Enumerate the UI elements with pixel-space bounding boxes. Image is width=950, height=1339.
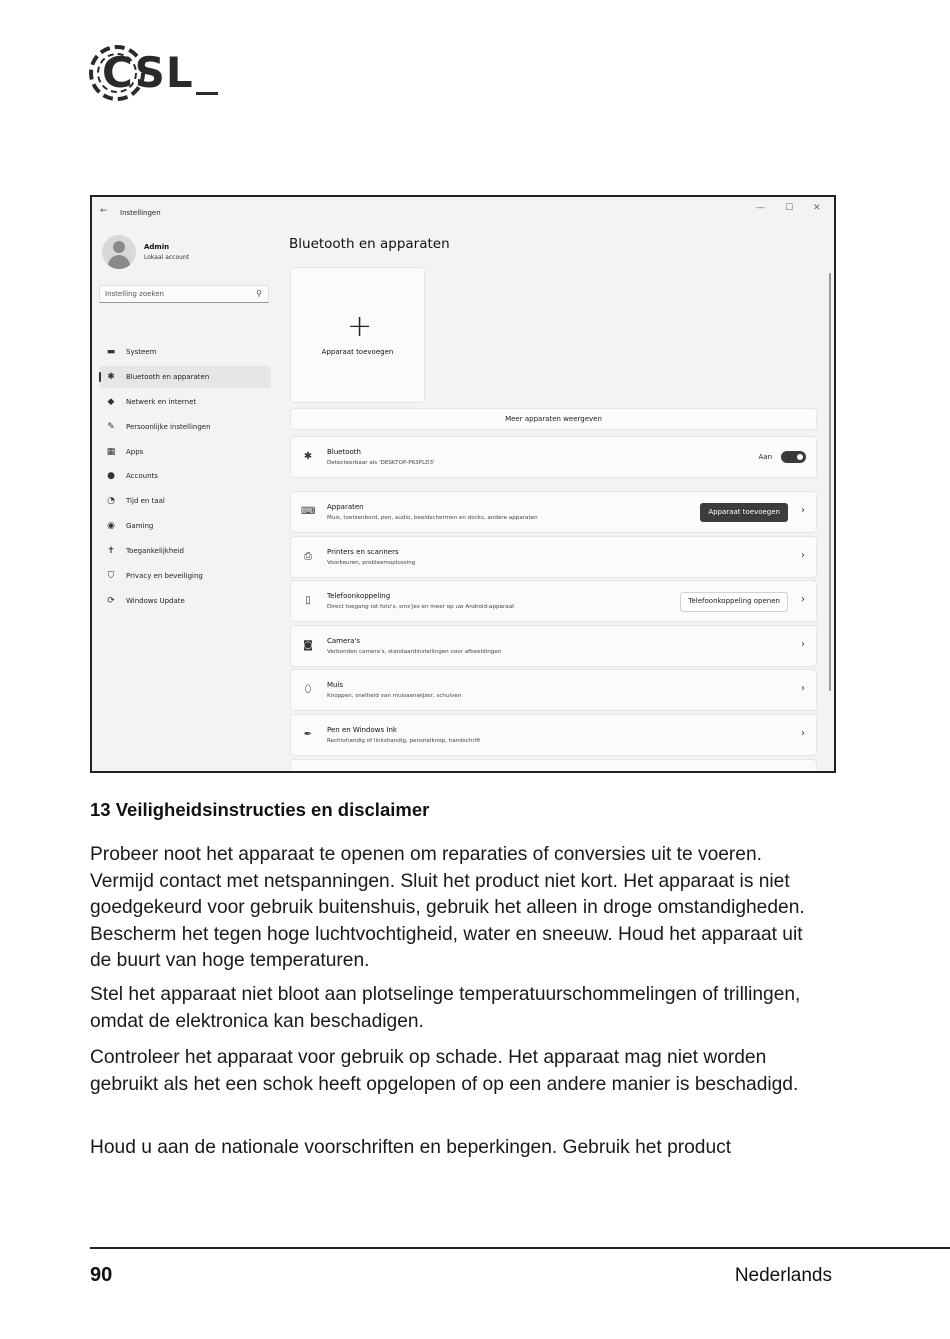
- sidebar-item-gaming[interactable]: [99, 515, 271, 537]
- sidebar-item-label: Bluetooth en apparaten: [126, 372, 210, 381]
- row-subtitle: Verbonden camera's, standaardinstellingen voor afbeeldingen: [327, 649, 502, 655]
- logo-underline: [196, 92, 218, 95]
- wifi-icon: ◆: [107, 396, 115, 407]
- bluetooth-row: [290, 436, 817, 478]
- settings-row-cameras[interactable]: [290, 625, 817, 667]
- language-label: Nederlands: [734, 1265, 832, 1286]
- row-subtitle: Muis, toetsenbord, pen, audio, beeldschermen en docks, andere apparaten: [327, 515, 538, 521]
- window-title: Instellingen: [120, 209, 161, 217]
- row-title: Apparaten: [327, 503, 364, 511]
- active-indicator: [99, 372, 101, 382]
- section-heading: 13 Veiligheidsinstructies en disclaimer: [90, 799, 430, 820]
- row-subtitle: Detecteerbaar als 'DESKTOP-P63PLD3': [327, 460, 435, 466]
- sidebar-nav: [99, 341, 271, 615]
- settings-row-telefoon[interactable]: [290, 580, 817, 622]
- add-device-label: Apparaat toevoegen: [321, 348, 394, 356]
- search-input[interactable]: [99, 285, 269, 303]
- sidebar-item-label: Toegankelijkheid: [126, 547, 184, 556]
- sidebar-item-label: Windows Update: [126, 596, 185, 605]
- paragraph-2: Stel het apparaat niet bloot aan plotselinge temperatuurschommelingen of trillingen, omdat de elektronica kan beschadigen.: [90, 984, 801, 1032]
- row-subtitle: Knoppen, snelheid van muisaanwijzer, schuiven: [327, 693, 462, 699]
- sidebar-item-label: Persoonlijke instellingen: [126, 422, 211, 431]
- footer-divider: [90, 1247, 950, 1249]
- add-device-button[interactable]: Apparaat toevoegen: [700, 503, 788, 522]
- paragraph-4: Houd u aan de nationale voorschriften en beperkingen. Gebruik het product: [90, 1137, 732, 1158]
- printer-icon: ⎙: [304, 551, 312, 562]
- bluetooth-icon: ✱: [303, 451, 313, 462]
- minimize-icon[interactable]: —: [756, 203, 765, 213]
- sidebar-item-label: Tijd en taal: [126, 497, 165, 506]
- accessibility-icon: ✝: [107, 546, 115, 557]
- settings-row-printers[interactable]: [290, 536, 817, 578]
- row-title: Bluetooth: [327, 448, 361, 456]
- bluetooth-icon: ✱: [107, 371, 115, 382]
- sidebar-item-label: Gaming: [126, 522, 154, 531]
- settings-row-partial: [290, 759, 817, 773]
- page-title: Bluetooth en apparaten: [289, 236, 450, 252]
- sidebar-item-netwerk[interactable]: [99, 391, 271, 413]
- settings-row-apparaten[interactable]: [290, 491, 817, 533]
- scrollbar[interactable]: [829, 273, 831, 691]
- logo-text: CSL: [102, 48, 194, 97]
- sidebar-item-windows-update[interactable]: [99, 590, 271, 612]
- settings-row-pen[interactable]: [290, 714, 817, 756]
- toggle-state: Aan: [758, 453, 772, 461]
- sidebar-item-systeem[interactable]: [99, 341, 271, 363]
- display-icon: ▬: [106, 347, 116, 357]
- sidebar-item-label: Netwerk en internet: [126, 397, 197, 406]
- sidebar-item-bluetooth[interactable]: [99, 366, 271, 388]
- row-title: Pen en Windows Ink: [327, 726, 397, 734]
- row-title: Printers en scanners: [327, 548, 399, 556]
- shield-icon: ⛉: [107, 571, 115, 582]
- sidebar-item-label: Systeem: [126, 348, 157, 356]
- row-title: Muis: [327, 681, 344, 689]
- plus-icon: +: [347, 309, 373, 344]
- chevron-right-icon: ›: [801, 683, 805, 694]
- add-device-tile[interactable]: [290, 267, 425, 403]
- back-icon[interactable]: ←: [100, 206, 108, 216]
- sidebar-item-label: Apps: [126, 447, 144, 456]
- chevron-right-icon: ›: [801, 594, 805, 605]
- search-placeholder: Instelling zoeken: [105, 290, 164, 298]
- pen-icon: ✒: [303, 729, 313, 740]
- row-subtitle: Voorkeuren, probleemoplossing: [327, 560, 416, 566]
- sidebar-item-apps[interactable]: [99, 441, 271, 463]
- chevron-right-icon: ›: [801, 505, 805, 516]
- row-title: Telefoonkoppeling: [327, 592, 391, 600]
- update-icon: ⟳: [107, 595, 115, 606]
- camera-icon: ◙: [303, 640, 313, 651]
- person-icon: ●: [107, 471, 115, 482]
- row-title: Camera's: [327, 637, 361, 645]
- chevron-right-icon: ›: [801, 550, 805, 561]
- paragraph-1: Probeer noot het apparaat te openen om reparaties of conversies uit te voeren. Vermijd contact met netspanningen. Sluit het product niet kort. Het apparaat is niet goedgekeurd voor gebruik buitenshuis, gebruik het alleen in droge omstandigheden. Bescherm het tegen hoge luchtvochtigheid, water en sneeuw. Houd het apparaat uit de buurt van hoge temperaturen.: [90, 844, 805, 971]
- mouse-icon: ⬯: [304, 684, 312, 695]
- bluetooth-toggle[interactable]: [781, 451, 806, 463]
- brush-icon: ✎: [107, 421, 115, 432]
- sidebar-item-accounts[interactable]: [99, 465, 271, 487]
- apps-icon: ▦: [106, 446, 116, 457]
- brand-logo: [88, 40, 228, 110]
- avatar[interactable]: [102, 235, 136, 269]
- paragraph-3: Controleer het apparaat voor gebruik op schade. Het apparaat mag niet worden gebruikt als het een schok heeft opgelopen of op een andere manier is beschadigd.: [90, 1047, 799, 1095]
- user-name: Admin: [144, 243, 170, 251]
- keyboard-icon: ⌨: [301, 506, 316, 517]
- clock-globe-icon: ◔: [107, 496, 115, 507]
- row-subtitle: Rechtshandig of linkshandig, pensnelknop, handschrift: [327, 738, 481, 744]
- user-account-type: Lokaal account: [144, 254, 190, 261]
- sidebar-item-toegankelijkheid[interactable]: [99, 540, 271, 562]
- show-more-devices-button[interactable]: Meer apparaten weergeven: [290, 408, 817, 430]
- sidebar-item-label: Accounts: [126, 472, 158, 481]
- sidebar-item-persoonlijk[interactable]: [99, 416, 271, 438]
- title-bar: [92, 197, 834, 227]
- sidebar-item-privacy[interactable]: [99, 565, 271, 587]
- close-icon[interactable]: ✕: [813, 203, 821, 213]
- settings-row-muis[interactable]: [290, 669, 817, 711]
- page-number: 90: [90, 1264, 113, 1286]
- chevron-right-icon: ›: [801, 728, 805, 739]
- sidebar-item-tijd[interactable]: [99, 490, 271, 512]
- chevron-right-icon: ›: [801, 639, 805, 650]
- gamepad-icon: ◉: [107, 521, 115, 532]
- settings-screenshot: [90, 195, 836, 773]
- open-phone-link-button[interactable]: Telefoonkoppeling openen: [680, 592, 788, 612]
- sidebar-item-label: Privacy en beveiliging: [126, 572, 203, 581]
- row-subtitle: Direct toegang tot foto's, sms'jes en meer op uw Android-apparaat: [327, 604, 515, 610]
- sidebar: [92, 227, 277, 771]
- phone-icon: ▯: [305, 595, 311, 606]
- search-icon: ⚲: [256, 289, 262, 298]
- maximize-icon[interactable]: ☐: [785, 203, 794, 213]
